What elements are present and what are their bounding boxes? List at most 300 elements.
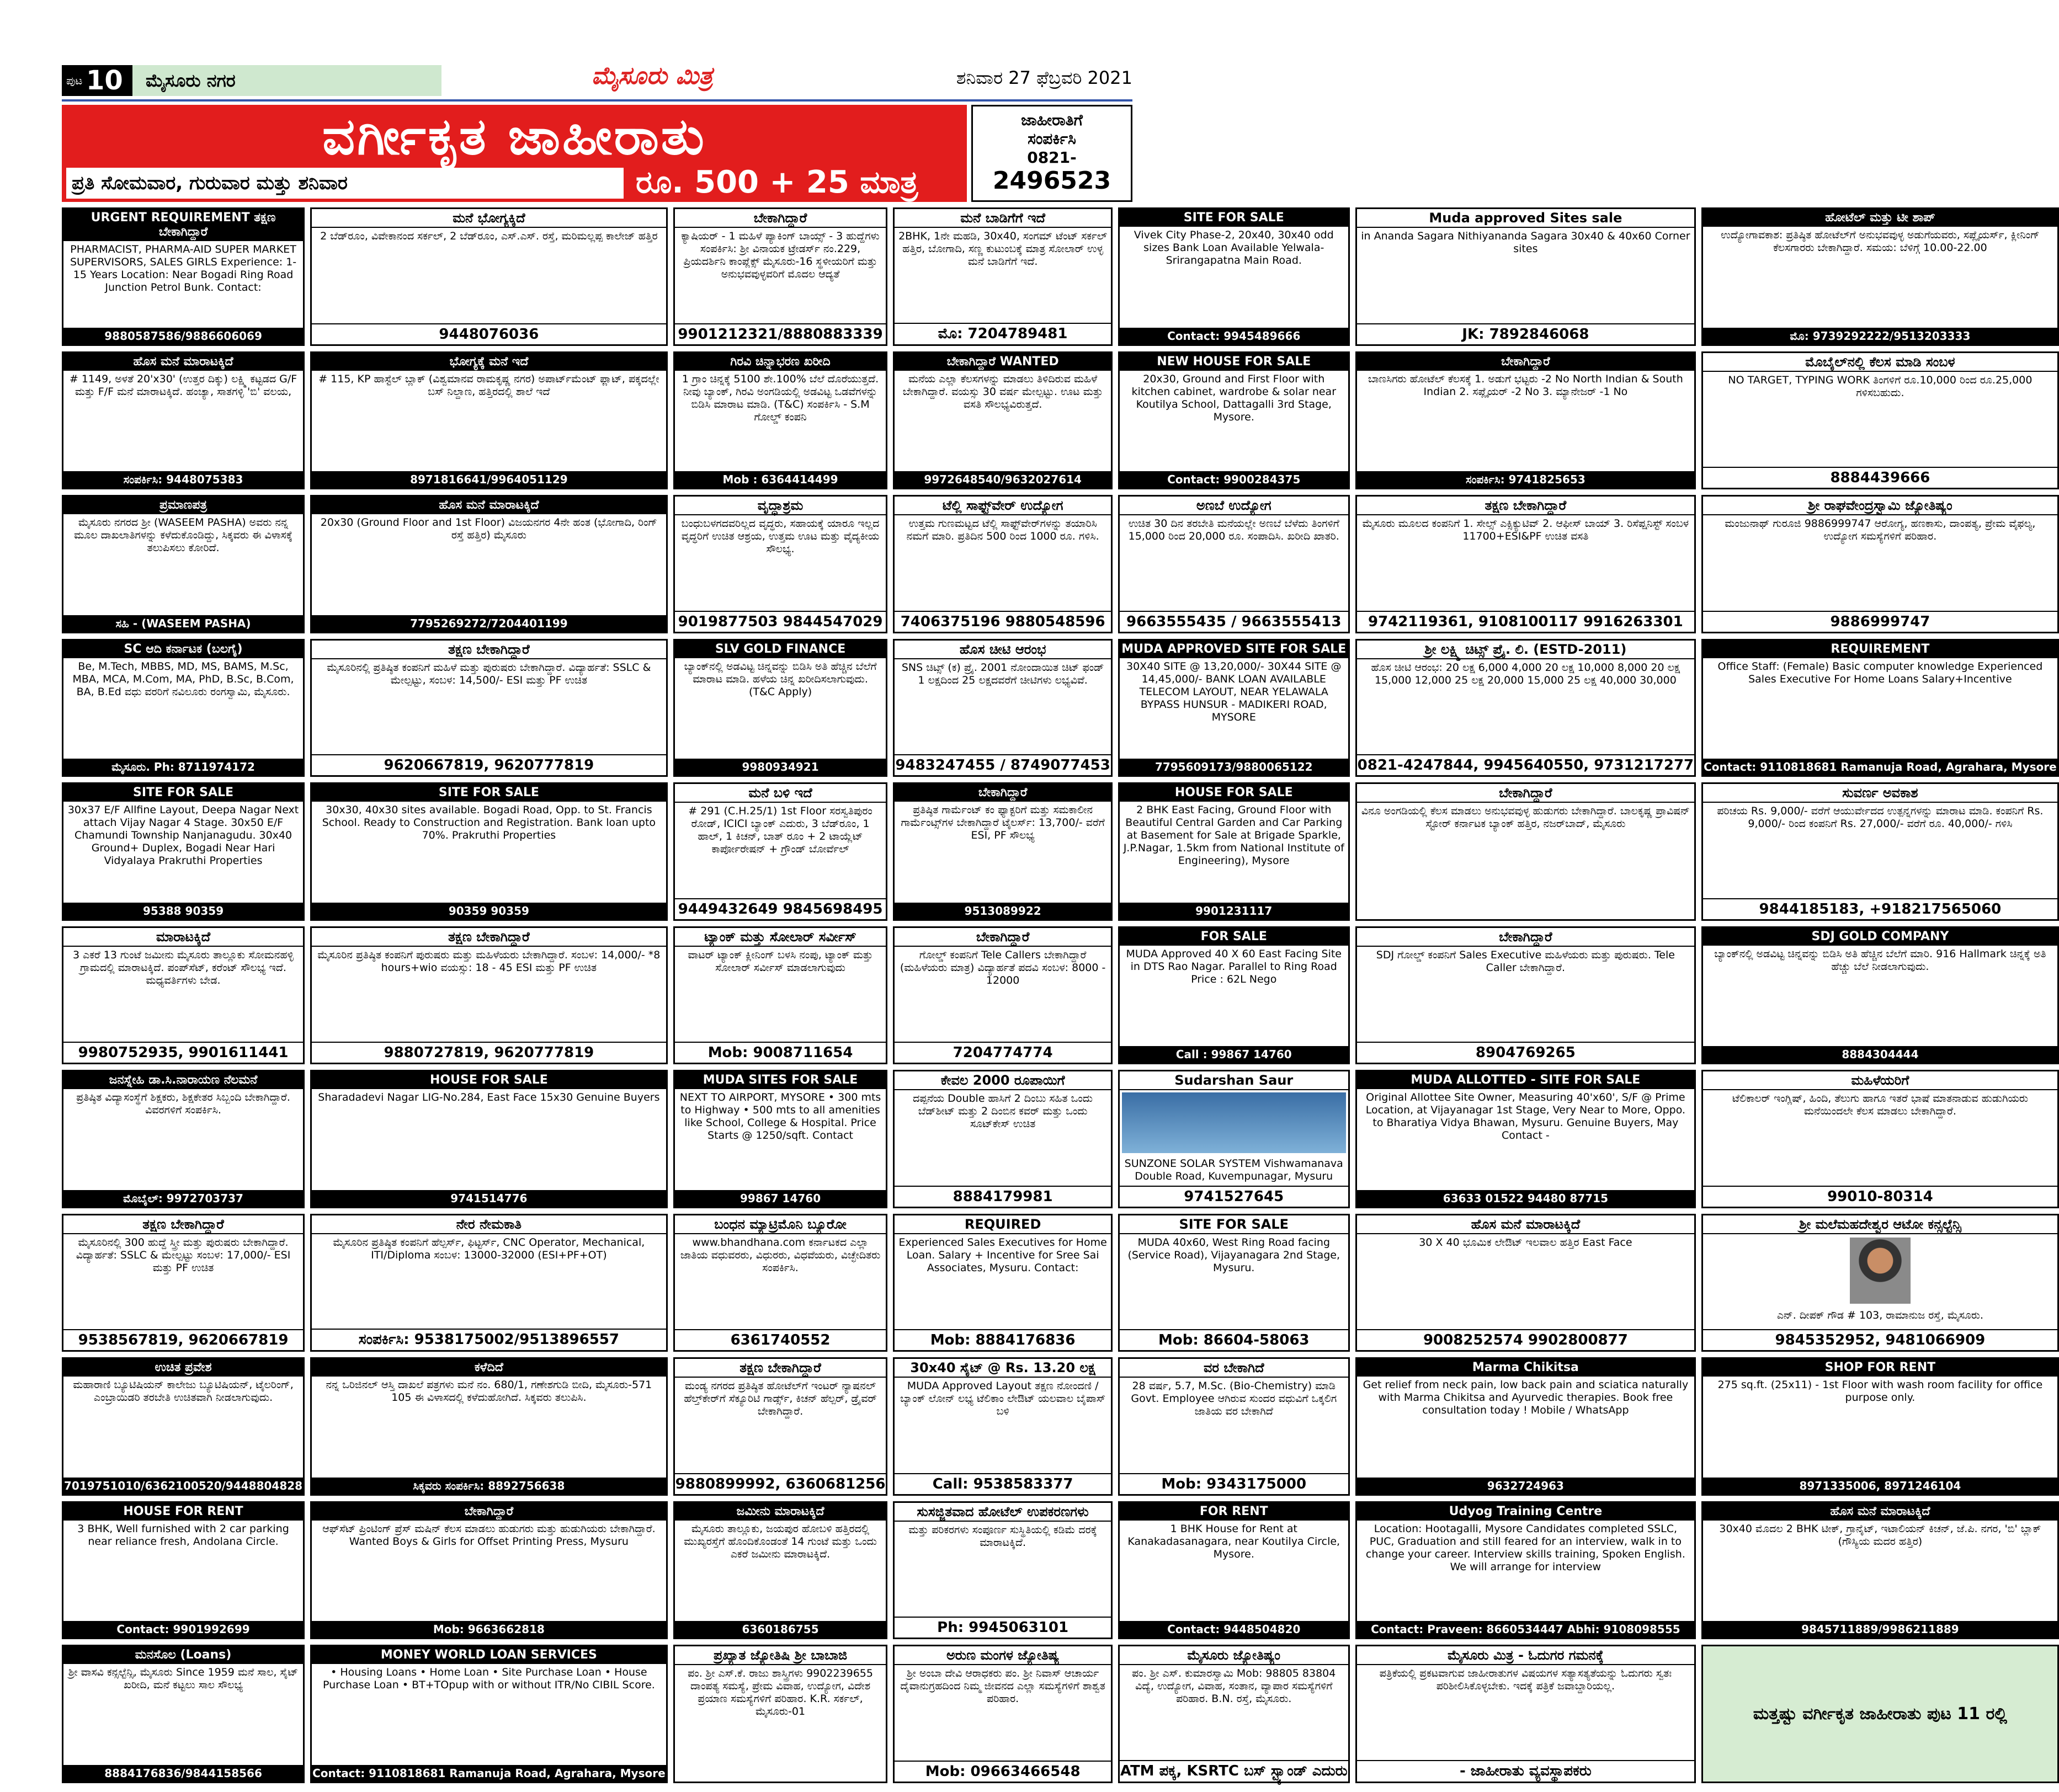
ad-body: 3 ಎಕರೆ 13 ಗುಂಟೆ ಜಮೀನು ಮೈಸೂರು ತಾಲ್ಲೂಕು ಸೋಮನಹಳ್ಳಿ ಗ್ರಾಮದಲ್ಲಿ ಮಾರಾಟಕ್ಕಿದೆ. ಪಂಪ್‌ಸೆಟ್, ಕರೆಂಟ್ ಸೌಲಭ್ಯ ಇದೆ. ಮಧ್ಯವರ್ತಿಗಳು ಬೇಡ. (73, 948, 294, 986)
classified-ad (1701, 1645, 2059, 1783)
ad-body: MUDA Approved Layout ತಕ್ಷಣ ನೋಂದಣಿ / ಬ್ಯಾಂಕ್ ಲೋನ್ ಲಭ್ಯ ಟೆಲಿಕಾಂ ಲೇಔಟ್ ಯಲವಾಲ ಬೈಪಾಸ್ ಬಳಿ (900, 1380, 1106, 1418)
classified-ad (62, 495, 305, 633)
classified-ad (310, 351, 668, 490)
ad-headline: SHOP FOR RENT (1703, 1359, 2057, 1377)
ad-body: PHARMACIST, PHARMA-AID SUPER MARKET SUPERVISORS, SALES GIRLS Experience: 1-15 Years Location: Near Bogadi Ring Road Junction Petrol Bunk. Contact: (70, 243, 297, 294)
ad-body: Get relief from neck pain, low back pain and sciatica naturally with Marma Chikitsa and Ayurvedic therapies. Book free consultation today ! Mobile / WhatsApp (1363, 1379, 1689, 1417)
ad-headline: ಶ್ರೀ ರಾಘವೇಂದ್ರಸ್ವಾಮಿ ಜ್ಯೋತಿಷ್ಯಂ (1703, 497, 2057, 515)
classified-ad (893, 351, 1112, 490)
classified-ad (1118, 926, 1350, 1065)
classified-ad (1701, 1357, 2059, 1496)
ad-body: ಮಂಡ್ಯ ನಗರದ ಪ್ರತಿಷ್ಠಿತ ಹೋಟೆಲ್‌ಗೆ ಇಂಟರ್ ನ್ಯಾಷನಲ್ ಹೆಲ್ತ್‌ಕೇರ್‌ಗೆ ಸೆಕ್ಯೂರಿಟಿ ಗಾರ್ಡ್ಸ್, ಕಿಚನ್ ಹೆಲ್ಪರ್, ಡ್ರೈವರ್ ಬೇಕಾಗಿದ್ದಾರೆ. (684, 1380, 877, 1418)
ad-phone: 9972648540/9632027614 (895, 471, 1110, 488)
ad-headline: ತಕ್ಷಣ ಬೇಕಾಗಿದ್ದಾರೆ (1357, 497, 1694, 515)
classified-ad (1701, 1214, 2059, 1352)
classified-ad (673, 351, 888, 490)
ad-headline: ಮೈಸೂರು ಮಿತ್ರ - ಓದುಗರ ಗಮನಕ್ಕೆ (1357, 1646, 1694, 1665)
classified-ad (673, 782, 888, 921)
ad-headline: ಮನೆ ಬಳಿ ಇದೆ (675, 784, 886, 803)
ad-phone: 63633 01522 94480 87715 (1357, 1190, 1694, 1207)
classified-ad (673, 1501, 888, 1640)
ad-body: ಮಂಜುನಾಥ್ ಗುರೂಜಿ 9886999747 ಆರೋಗ್ಯ, ಹಣಕಾಸು, ದಾಂಪತ್ಯ, ಪ್ರೇಮ ವೈಫಲ್ಯ, ಉದ್ಯೋಗ ಸಮಸ್ಯೆಗಳಿಗೆ ಪರಿಹಾರ. (1725, 518, 2036, 543)
ad-headline: SITE FOR SALE (1120, 209, 1348, 227)
ad-phone: Contact: Praveen: 8660534447 Abhi: 9108098555 (1357, 1621, 1694, 1638)
ad-phone: 8904769265 (1357, 1042, 1694, 1063)
classified-ad (673, 1645, 888, 1783)
ad-headline: ಬೇಕಾಗಿದ್ದಾರೆ (895, 928, 1110, 947)
ad-phone: 99867 14760 (675, 1190, 886, 1207)
classified-ad (673, 207, 888, 346)
ad-headline: ಟೆಲ್ಲಿ ಸಾಫ್ಟ್‌ವೇರ್ ಉದ್ಯೋಗ (895, 497, 1110, 515)
ad-headline: ಕಳೆದಿದೆ (312, 1359, 666, 1377)
classified-ad (1118, 1357, 1350, 1496)
ad-headline: ಗಿರವಿ ಚಿನ್ನಾಭರಣ ಖರೀದಿ (675, 353, 886, 371)
ad-phone: ಸಿಕ್ಕವರು ಸಂಪರ್ಕಿಸಿ: 8892756638 (312, 1478, 666, 1494)
classified-ad (673, 926, 888, 1065)
classified-ad (62, 1645, 305, 1783)
ad-body: ಪ್ರತಿಷ್ಠಿತ ವಿದ್ಯಾಸಂಸ್ಥೆಗೆ ಶಿಕ್ಷಕರು, ಶಿಕ್ಷಕೇತರ ಸಿಬ್ಬಂದಿ ಬೇಕಾಗಿದ್ದಾರೆ. ವಿವರಗಳಿಗೆ ಸಂಪರ್ಕಿಸಿ. (76, 1091, 290, 1117)
ad-headline: Muda approved Sites sale (1357, 209, 1694, 228)
contact-phone: 2496523 (992, 167, 1111, 195)
ad-headline: ಪ್ರಮಾಣಪತ್ರ (63, 497, 303, 514)
solar-heater-image (1122, 1092, 1346, 1153)
ad-body: ಮತ್ತಷ್ಟು ವರ್ಗೀಕೃತ ಜಾಹೀರಾತು ಪುಟ 11 ರಲ್ಲಿ (1753, 1704, 2008, 1724)
classified-ad (893, 1357, 1112, 1496)
ad-phone: ATM ಪಕ್ಕ, KSRTC ಬಸ್ ಸ್ಟ್ಯಾಂಡ್ ಎದುರು (1120, 1760, 1348, 1782)
ad-headline: ಬೇಕಾಗಿದ್ದಾರೆ (1357, 928, 1694, 947)
ad-phone: 9632724963 (1357, 1478, 1694, 1494)
ad-headline: MUDA APPROVED SITE FOR SALE (1120, 641, 1348, 658)
ad-headline: SC ಆದಿ ಕರ್ನಾಟಕ (ಬಲಗೈ) (63, 641, 303, 658)
ad-headline: SITE FOR SALE (1120, 1215, 1348, 1234)
classified-ad (1701, 639, 2059, 777)
ad-headline: ಬೇಕಾಗಿದ್ದಾರೆ (1357, 353, 1694, 371)
ad-phone: Call : 99867 14760 (1120, 1046, 1348, 1063)
ad-body: 3 BHK, Well furnished with 2 car parking near reliance fresh, Andolana Circle. (77, 1522, 289, 1548)
ad-body: 2BHK, 1ನೇ ಮಹಡಿ, 30x40, ಸಂಗಮ್ ಟೆಂಟ್ ಸರ್ಕಲ್ ಹತ್ತಿರ, ಬೋಗಾದಿ, ಸಣ್ಣ ಕುಟುಂಬಕ್ಕೆ ಮಾತ್ರ ಸೋಲಾರ್ ಉಳ್ಳ ಮನೆ ಬಾಡಿಗೆಗೆ ಇದೆ. (898, 230, 1108, 268)
ad-headline: ಉಚಿತ ಪ್ರವೇಶ (63, 1359, 303, 1377)
ad-headline: ಜಮೀನು ಮಾರಾಟಕ್ಕಿದೆ (675, 1503, 886, 1521)
ad-phone: Contact: 9110818681 Ramanuja Road, Agrahara, Mysore (312, 1765, 666, 1782)
classified-ad (1118, 782, 1350, 921)
ad-phone: Mob: 9343175000 (1120, 1473, 1348, 1494)
ad-body: 1 ಗ್ರಾಂ ಚಿನ್ನಕ್ಕೆ 5100 ಶೇ.100% ಬೆಲೆ ದೊರೆಯುತ್ತದೆ. ನೀವು ಬ್ಯಾಂಕ್, ಗಿರವಿ ಅಂಗಡಿಯಲ್ಲಿ ಅಡವಿಟ್ಟ ಒಡವೆಗಳನ್ನು ಬಿಡಿಸಿ ಮಾರಾಟ ಮಾಡಿ. (T&C) ಸಂಪರ್ಕಿಸಿ - S.M ಗೋಲ್ಡ್ ಕಂಪನಿ (682, 372, 879, 423)
ad-phone: Ph: 9945063101 (895, 1617, 1110, 1638)
ad-headline: ಮಹಿಳೆಯರಿಗೆ (1703, 1071, 2057, 1090)
ad-body: ಪರಿಚಯ Rs. 9,000/- ವರೆಗೆ ಆಯುರ್ವೇದದ ಉತ್ಪನ್ನಗಳನ್ನು ಮಾರಾಟ ಮಾಡಿ. ಕಂಪನಿಗೆ Rs. 9,000/- ರಿಂದ ಕಂಪನಿಗೆ Rs. 27,000/- ವರೆಗೆ ರೂ. 40,000/- ಗಳಿಸಿ (1717, 805, 2044, 830)
classified-ad (1355, 639, 1696, 777)
ad-headline: ಮನಸೊಲ (Loans) (63, 1646, 303, 1664)
ad-headline: ಶ್ರೀ ಮಲೆಮಹದೇಶ್ವರ ಆಟೋ ಕನ್ಸಲ್ಟೆನ್ಸಿ (1703, 1215, 2057, 1234)
ad-headline: MUDA SITES FOR SALE (675, 1071, 886, 1089)
ad-phone: 9980752935, 9901611441 (63, 1042, 303, 1063)
ad-body: ಉತ್ತಮ ಗುಣಮಟ್ಟದ ಟೆಲ್ಲಿ ಸಾಫ್ಟ್‌ವೇರ್‌ಗಳನ್ನು ತಯಾರಿಸಿ ನಮಗೆ ಮಾರಿ. ಪ್ರತಿದಿನ 500 ರಿಂದ 1000 ರೂ. ಗಳಿಸಿ. (906, 518, 1099, 543)
ad-body: ಪತ್ರಿಕೆಯಲ್ಲಿ ಪ್ರಕಟವಾಗುವ ಜಾಹೀರಾತುಗಳ ವಿಷಯಗಳ ಸತ್ಯಾಸತ್ಯತೆಯನ್ನು ಓದುಗರು ಸ್ವತಃ ಪರಿಶೀಲಿಸಿಕೊಳ್ಳಬೇಕು. ಇದಕ್ಕೆ ಪತ್ರಿಕೆ ಜವಾಬ್ದಾರಿಯಲ್ಲ. (1379, 1667, 1672, 1693)
ad-body: ಗೋಲ್ಡ್ ಕಂಪನಿಗೆ Tele Callers ಬೇಕಾಗಿದ್ದಾರೆ (ಮಹಿಳೆಯರು ಮಾತ್ರ) ವಿದ್ಯಾರ್ಹತೆ ಪದವಿ ಸಂಬಳ: 8000 - 12000 (900, 948, 1106, 986)
classified-ad (62, 1357, 305, 1496)
ad-phone: 8884179981 (895, 1186, 1110, 1207)
classifieds-banner (62, 105, 967, 202)
ad-body: Be, M.Tech, MBBS, MD, MS, BAMS, M.Sc, MBA, MCA, M.Com, MA, PhD, B.Sc, B.Com, BA, B.Ed ವಧು ವರರಿಗೆ ನವಿಲೂರು ರಂಗಸ್ವಾಮಿ, ಮೈಸೂರು. (72, 660, 294, 698)
ad-headline: 30x40 ಸೈಟ್ @ Rs. 13.20 ಲಕ್ಷ (895, 1359, 1110, 1378)
contact-line-3: 0821- (1027, 148, 1077, 167)
ad-body: ವಾಟರ್ ಟ್ಯಾಂಕ್ ಕ್ಲೀನಿಂಗ್ ಬಳಸಿ ನಂಪು, ಟ್ಯಾಂಕ್ ಮತ್ತು ಸೋಲಾರ್ ಸರ್ವೀಸ್ ಮಾಡಲಾಗುವುದು (688, 948, 873, 974)
ad-body: NO TARGET, TYPING WORK ತಿಂಗಳಿಗೆ ರೂ.10,000 ರಿಂದ ರೂ.25,000 ಗಳಿಸಬಹುದು. (1728, 374, 2033, 399)
ad-phone: ಸಂಪರ್ಕಿಸಿ: 9538175002/9513896557 (312, 1329, 666, 1350)
ad-phone: Mob: 8884176836 (895, 1329, 1110, 1350)
ad-body: ಮಹಾರಾಣಿ ಬ್ಯೂಟಿಷಿಯನ್ ಕಾಲೇಜು ಬ್ಯೂಟಿಷಿಯನ್, ಟೈಲರಿಂಗ್, ಎಂಬ್ರಾಯಿಡರಿ ತರಬೇತಿ ಉಚಿತವಾಗಿ ನೀಡಲಾಗುವುದು. (73, 1379, 294, 1404)
ad-body: ಬಾಣಸಿಗರು ಹೋಟೆಲ್ ಕೆಲಸಕ್ಕೆ 1. ಅಡುಗೆ ಭಟ್ಟರು -2 No North Indian & South Indian 2. ಸಪ್ಲೈಯರ್ -2 No 3. ಮ್ಯಾನೇಜರ್ -1 No (1368, 372, 1683, 398)
ad-headline: ತಕ್ಷಣ ಬೇಕಾಗಿದ್ದಾರೆ (63, 1215, 303, 1234)
ad-phone: 8884439666 (1703, 467, 2057, 488)
ad-phone: ಮೊಬೈಲ್: 9972703737 (63, 1190, 303, 1207)
ad-phone: Mob: 9663662818 (312, 1621, 666, 1638)
classified-ad (1355, 1070, 1696, 1208)
ad-phone: ಮೊ: 7204789481 (895, 323, 1110, 344)
ad-phone: 9886999747 (1703, 611, 2057, 632)
ad-phone: ಮೈಸೂರು. Ph: 8711974172 (63, 759, 303, 775)
ad-phone: 9880899992, 6360681256 (675, 1473, 886, 1494)
ad-phone: 9845711889/9986211889 (1703, 1621, 2057, 1638)
ad-headline: ಹೊಸ ಮನೆ ಮಾರಾಟಕ್ಕಿದೆ (312, 497, 666, 514)
ad-body: 30x30, 40x30 sites available. Bogadi Road, Opp. to St. Francis School. Ready to Construction and Registration. Bank loan upto 70%. Prakruthi Properties (322, 804, 656, 842)
ad-body: ಮೈಸೂರು ಮೂಲದ ಕಂಪನಿಗೆ 1. ಸೇಲ್ಸ್ ಎಕ್ಸಿಕ್ಯುಟಿವ್ 2. ಆಫೀಸ್ ಬಾಯ್ 3. ರಿಸೆಪ್ಷನಿಸ್ಟ್ ಸಂಬಳ 11700+ESI&PF ಉಚಿತ ವಸತಿ (1362, 518, 1689, 543)
ad-headline: ಕೇವಲ 2000 ರೂಪಾಯಿಗೆ (895, 1071, 1110, 1090)
ad-body: 28 ವರ್ಷ, 5.7, M.Sc. (Bio-Chemistry) ಮಾಡಿ Govt. Employee ಆಗಿರುವ ಸುಂದರ ವಧುವಿಗೆ ಒಕ್ಕಲಿಗ ಜಾತಿಯ ವರ ಬೇಕಾಗಿದೆ (1131, 1380, 1337, 1418)
ad-headline: ತಕ್ಷಣ ಬೇಕಾಗಿದ್ದಾರೆ (312, 928, 666, 947)
contact-line-2: ಸಂಪರ್ಕಿಸಿ (1028, 130, 1076, 148)
ad-headline: REQUIREMENT (1703, 641, 2057, 658)
ad-body: 2 ಬೆಡ್‌ರೂಂ, ವಿವೇಕಾನಂದ ಸರ್ಕಲ್, 2 ಬೆಡ್‌ರೂಂ, ಎಸ್.ಎಸ್. ರಸ್ತೆ, ಮರಿಮಲ್ಲಪ್ಪ ಕಾಲೇಜ್ ಹತ್ತಿರ (320, 230, 658, 242)
ad-phone: 7795269272/7204401199 (312, 615, 666, 632)
ad-headline: NEW HOUSE FOR SALE (1120, 353, 1348, 371)
ad-phone: 9741514776 (312, 1190, 666, 1207)
ad-body: # 115, KP ಹಾಸ್ಟೆಲ್ ಬ್ಲಾಕ್ (ವಿಶ್ವಮಾನವ ರಾಮಕೃಷ್ಣ ನಗರ) ಅಪಾರ್ಟ್‌ಮೆಂಟ್ ಫ್ಲಾಟ್, ಪಕ್ಕದಲ್ಲೇ ಬಸ್ ನಿಲ್ದಾಣ, ಹತ್ತಿರದಲ್ಲಿ ಶಾಲೆ ಇದೆ (318, 372, 659, 398)
ad-phone: 9880587586/9886606069 (63, 328, 303, 344)
classified-ad (1701, 1501, 2059, 1640)
ad-body: # 1149, ಅಳತೆ 20'x30' (ಉತ್ತರ ದಿಕ್ಕು) ಲಕ್ಷ್ಮಿ ಕಟ್ಟಡದ G/F ಮತ್ತು F/F ಮನೆ ಮಾರಾಟಕ್ಕಿದೆ. ಹಂಚ್ಯಾ, ಸಾತಗಳ್ಳಿ 'ಬಿ' ವಲಯ, (69, 372, 297, 398)
classified-ad (1355, 1357, 1696, 1496)
ad-body: ಬ್ಯಾಂಕ್‌ನಲ್ಲಿ ಅಡವಿಟ್ಟ ಚಿನ್ನವನ್ನು ಬಿಡಿಸಿ ಅತಿ ಹೆಚ್ಚಿನ ಬೆಲೆಗೆ ಮಾರಾಟ ಮಾಡಿ. ಹಳೆಯ ಚಿನ್ನ ಖರೀದಿಸಲಾಗುವುದು. (T&C Apply) (684, 660, 877, 698)
classified-ad (1118, 207, 1350, 346)
ad-body: MUDA 40x60, West Ring Road facing (Service Road), Vijayanagara 2nd Stage, Mysuru. (1127, 1236, 1340, 1274)
ad-body: ಮೈಸೂರು ನಗರದ ಶ್ರೀ (WASEEM PASHA) ಅವರು ನನ್ನ ಮೂಲ ದಾಖಲಾತಿಗಳನ್ನು ಕಳೆದುಕೊಂಡಿದ್ದು, ಸಿಕ್ಕವರು ಈ ವಿಳಾಸಕ್ಕೆ ತಲುಪಿಸಲು ಕೋರಿದೆ. (74, 516, 293, 554)
ad-body: ಮತ್ತು ಪರಿಕರಗಳು ಸಂಪೂರ್ಣ ಸುಸ್ಥಿತಿಯಲ್ಲಿ ಕಡಿಮೆ ದರಕ್ಕೆ ಮಾರಾಟಕ್ಕಿದೆ. (908, 1523, 1097, 1549)
ad-body: 20x30 (Ground Floor and 1st Floor) ವಿಜಯನಗರ 4ನೇ ಹಂತ (ಭೋಗಾದಿ, ರಿಂಗ್ ರಸ್ತೆ ಹತ್ತಿರ) ಮೈಸೂರು (320, 516, 657, 542)
ad-body: ನನ್ನ ಒರಿಜಿನಲ್ ಆಸ್ತಿ ದಾಖಲೆ ಪತ್ರಗಳು ಮನೆ ನಂ. 680/1, ಗಣೇಶಗುಡಿ ಬೀದಿ, ಮೈಸೂರು-571 105 ಈ ವಿಳಾಸದಲ್ಲಿ ಕಳೆದುಹೋಗಿದೆ. ಸಿಕ್ಕವರು ತಲುಪಿಸಿ. (326, 1379, 652, 1404)
ad-body: ಬ್ಯಾಂಕ್‌ನಲ್ಲಿ ಅಡವಿಟ್ಟ ಚಿನ್ನವನ್ನು ಬಿಡಿಸಿ ಅತಿ ಹೆಚ್ಚಿನ ಬೆಲೆಗೆ ಮಾರಿ. 916 Hallmark ಚಿನ್ನಕ್ಕೆ ಅತಿ ಹೆಚ್ಚು ಬೆಲೆ ನೀಡಲಾಗುವುದು. (1714, 947, 2046, 973)
classified-ad (1118, 639, 1350, 777)
ad-headline: REQUIRED (895, 1215, 1110, 1234)
contact-line-1: ಜಾಹೀರಾತಿಗೆ (1021, 111, 1083, 129)
ad-body: 30X40 SITE @ 13,20,000/- 30X44 SITE @ 14,45,000/- BANK LOAN AVAILABLE TELECOM LAYOUT, NEAR YELAWALA BYPASS HUNSUR - MADIKERI ROAD, MYSORE (1126, 660, 1342, 723)
ad-body: ಟೆಲಿಕಾಲರ್ ಇಂಗ್ಲಿಷ್, ಹಿಂದಿ, ತೆಲುಗು ಹಾಗೂ ಇತರೆ ಭಾಷೆ ಮಾತನಾಡುವ ಹುಡುಗಿಯರು ಮನೆಯಿಂದಲೇ ಕೆಲಸ ಮಾಡಲು ಬೇಕಾಗಿದ್ದಾರೆ. (1732, 1092, 2028, 1118)
ad-body: Experienced Sales Executives for Home Loan. Salary + Incentive for Sree Sai Associates, Mysuru. Contact: (898, 1236, 1107, 1274)
classified-ad (310, 1070, 668, 1208)
ad-phone: Call: 9538583377 (895, 1473, 1110, 1494)
ad-phone: 95388 90359 (63, 903, 303, 919)
ad-phone: ಸಂಪರ್ಕಿಸಿ: 9448075383 (63, 471, 303, 488)
ad-headline: ಟ್ಯಾಂಕ್ ಮತ್ತು ಸೋಲಾರ್ ಸರ್ವೀಸ್ (675, 928, 886, 947)
page-number-badge (62, 65, 132, 96)
ad-phone: 7795609173/9880065122 (1120, 759, 1348, 775)
ad-headline: ಅರುಣ ಮಂಗಳ ಜ್ಯೋತಿಷ್ಯ (895, 1646, 1110, 1665)
ad-body: www.bhandhana.com ಕರ್ನಾಟಕದ ಎಲ್ಲಾ ಜಾತಿಯ ವಧುವರರು, ವಿಧುರರು, ವಿಧವೆಯರು, ವಿಚ್ಛೇದಿತರು ಸಂಪರ್ಕಿಸಿ. (680, 1236, 881, 1274)
ad-body: MUDA Approved 40 X 60 East Facing Site in DTS Rao Nagar. Parallel to Ring Road Price : 62L Nego (1126, 947, 1342, 985)
ad-body: ಮೈಸೂರು ತಾಲ್ಲೂಕು, ಜಯಪುರ ಹೋಬಳಿ ಹತ್ತಿರದಲ್ಲಿ ಮುಖ್ಯರಸ್ತೆಗೆ ಹೊಂದಿಕೊಂಡಂತೆ 14 ಗುಂಟೆ ಮತ್ತು ಒಂದು ಎಕರೆ ಜಮೀನು ಮಾರಾಟಕ್ಕಿದೆ. (684, 1522, 877, 1560)
ad-body: Location: Hootagalli, Mysore Candidates completed SSLC, PUC, Graduation and still feared for an interview, walk in to change your career. Interview skills training, Spoken English. We will arrange for interview (1365, 1522, 1685, 1573)
ad-phone: 99010-80314 (1703, 1186, 2057, 1207)
classified-ad (893, 495, 1112, 633)
classified-ad (62, 207, 305, 346)
classified-ad (62, 351, 305, 490)
ad-headline: ಬಂಧನ ಮ್ಯಾಟ್ರಿಮೊನಿ ಬ್ಯೂರೋ (675, 1215, 886, 1234)
ad-body: 275 sq.ft. (25x11) - 1st Floor with wash room facility for office purpose only. (1717, 1379, 2043, 1404)
ad-phone: Mob : 6364414499 (675, 471, 886, 488)
classified-ad (1701, 207, 2059, 346)
ad-phone: 9538567819, 9620667819 (63, 1329, 303, 1350)
classified-ad (673, 1070, 888, 1208)
ad-headline: ಬೇಕಾಗಿದ್ದಾರೆ WANTED (895, 353, 1110, 371)
classified-ad (1355, 351, 1696, 490)
ad-body: ಶ್ರೀ ಅಂಬಾ ದೇವಿ ಆರಾಧಕರು ಪಂ. ಶ್ರೀ ನಿವಾಸ್ ಆಚಾರ್ಯ ದೈವಾನುಗ್ರಹದಿಂದ ನಿಮ್ಮ ಜೀವನದ ಎಲ್ಲಾ ಸಮಸ್ಯೆಗಳಿಗೆ ಶಾಶ್ವತ ಪರಿಹಾರ. (900, 1667, 1105, 1705)
ad-phone: 8971816641/9964051129 (312, 471, 666, 488)
ad-body: ಉದ್ಯೋಗಾವಕಾಶ: ಪ್ರತಿಷ್ಠಿತ ಹೋಟೆಲ್‌ಗೆ ಅನುಭವವುಳ್ಳ ಅಡುಗೆಯವರು, ಸಪ್ಲೈಯರ್ಸ್, ಕ್ಲೀನಿಂಗ್ ಕೆಲಸಗಾರರು ಬೇಕಾಗಿದ್ದಾರೆ. ಸಮಯ: ಬೆಳಿಗ್ಗೆ 10.00-22.00 (1721, 229, 2040, 254)
ad-headline: ಮಾರಾಟಕ್ಕಿದೆ (63, 928, 303, 947)
classified-ad (673, 639, 888, 777)
ad-phone: Contact: 9110818681 Ramanuja Road, Agrahara, Mysore (1703, 759, 2057, 775)
classified-ad (1118, 495, 1350, 633)
classified-ad (62, 1070, 305, 1208)
classified-ad (893, 782, 1112, 921)
classified-ad (62, 782, 305, 921)
ad-headline: ಬೇಕಾಗಿದ್ದಾರೆ (312, 1503, 666, 1521)
ad-headline: ಬೇಕಾಗಿದ್ದಾರೆ (1357, 784, 1694, 803)
ad-headline: ಹೊಸ ಮನೆ ಮಾರಾಟಕ್ಕಿದೆ (1703, 1503, 2057, 1521)
ad-headline: Udyog Training Centre (1357, 1503, 1694, 1521)
ad-phone: 8971335006, 8971246104 (1703, 1478, 2057, 1494)
classified-ad (1118, 351, 1350, 490)
ad-headline: ತಕ್ಷಣ ಬೇಕಾಗಿದ್ದಾರೆ (675, 1359, 886, 1378)
ad-phone: 9483247455 / 8749077453 (895, 754, 1110, 775)
classified-ad (62, 1214, 305, 1352)
ad-phone: Contact: 9900284375 (1120, 471, 1348, 488)
ad-headline: Sudarshan Saur (1120, 1071, 1348, 1090)
classified-ad (1118, 1645, 1350, 1783)
ad-phone: ಮೊ: 9739292222/9513203333 (1703, 328, 2057, 344)
ad-headline: HOUSE FOR RENT (63, 1503, 303, 1521)
classified-ad (1701, 926, 2059, 1065)
classified-ad (1118, 1214, 1350, 1352)
ad-headline: ತಕ್ಷಣ ಬೇಕಾಗಿದ್ದಾರೆ (312, 641, 666, 659)
classified-ad (62, 639, 305, 777)
ad-phone: 6361740552 (675, 1329, 886, 1350)
ad-phone: Mob: 9008711654 (675, 1042, 886, 1063)
ad-phone: 7019751010/6362100520/9448804828 (63, 1478, 303, 1494)
ad-headline: ಅಣಬೆ ಉದ್ಯೋಗ (1120, 497, 1348, 515)
ad-phone: 0821-4247844, 9945640550, 9731217277 (1357, 754, 1694, 775)
classified-ad (673, 1214, 888, 1352)
ad-body: NEXT TO AIRPORT, MYSORE • 300 mts to Highway • 500 mts to all amenities like School, College & Hospital. Price Starts @ 1250/sqft. Contact (679, 1091, 881, 1142)
ad-headline: Marma Chikitsa (1357, 1359, 1694, 1377)
ad-phone: Contact: 9901992699 (63, 1621, 303, 1638)
classified-ad (1355, 1645, 1696, 1783)
ad-phone: Contact: 9945489666 (1120, 328, 1348, 344)
classified-ad (310, 207, 668, 346)
ad-body: in Ananda Sagara Nithiyananda Sagara 30x40 & 40x60 Corner sites (1361, 230, 1690, 255)
ad-body: ಮೈಸೂರಿನ ಪ್ರತಿಷ್ಠಿತ ಕಂಪನಿಗೆ ಹೆಲ್ಪರ್ಸ್, ಫಿಟ್ಟರ್ಸ್, CNC Operator, Mechanical, ITI/Diploma ಸಂಬಳ: 13000-32000 (ESI+PF+OT) (333, 1236, 645, 1261)
ad-headline: URGENT REQUIREMENT ತಕ್ಷಣ ಬೇಕಾಗಿದ್ದಾರೆ (63, 209, 303, 241)
ad-body: Vivek City Phase-2, 20x40, 30x40 odd sizes Bank Loan Available Yelwala-Srirangapatna Main Road. (1134, 229, 1334, 266)
ad-headline: ಹೊಸ ಚೀಟಿ ಆರಂಭ (895, 641, 1110, 659)
ad-phone: 9845352952, 9481066909 (1703, 1329, 2057, 1350)
classified-ad (310, 1645, 668, 1783)
ad-headline: ಮನೆ ಬಾಡಿಗೆಗೆ ಇದೆ (895, 209, 1110, 228)
ad-body: ಮೈಸೂರಿನಲ್ಲಿ ಪ್ರತಿಷ್ಠಿತ ಕಂಪನಿಗೆ ಮಹಿಳೆ ಮತ್ತು ಪುರುಷರು ಬೇಕಾಗಿದ್ದಾರೆ. ವಿದ್ಯಾರ್ಹತೆ: SSLC & ಮೇಲ್ಪಟ್ಟು, ಸಂಬಳ: 14,500/- ESI ಮತ್ತು PF ಉಚಿತ (327, 661, 651, 686)
masthead-logo: ಮೈಸೂರು ಮಿತ್ರ (592, 62, 713, 90)
ad-headline: ಸುಸಜ್ಜಿತವಾದ ಹೋಟೆಲ್ ಉಪಕರಣಗಳು (895, 1503, 1110, 1522)
classified-ad (1355, 207, 1696, 346)
ad-body: 30x40 ಮೊದಲ 2 BHK ಟೀಕ್, ಗ್ರಾನೈಟ್, ಇಟಾಲಿಯನ್ ಕಿಚನ್, ಜೆ.ಪಿ. ನಗರ, 'ಬಿ' ಬ್ಲಾಕ್ (ಗೌಸ್ಯಿಯ ಮದರ ಹತ್ತಿರ) (1719, 1522, 2041, 1548)
ad-headline: ಪ್ರಖ್ಯಾತ ಜ್ಯೋತಿಷಿ ಶ್ರೀ ಬಾಬಾಜಿ (675, 1646, 886, 1665)
classified-ad (1355, 782, 1696, 921)
classified-ad (893, 1070, 1112, 1208)
classified-ad (1355, 495, 1696, 633)
section-name: ಮೈಸೂರು ನಗರ (132, 65, 441, 96)
ad-phone: 9620667819, 9620777819 (312, 754, 666, 775)
ad-headline: ಹೊಸ ಮನೆ ಮಾರಾಟಕ್ಕಿದೆ (1357, 1215, 1694, 1234)
issue-date: ಶನಿವಾರ 27 ಫೆಬ್ರವರಿ 2021 (956, 67, 1132, 88)
banner-title: ವರ್ಗೀಕೃತ ಜಾಹೀರಾತು (322, 107, 706, 166)
ad-phone: Mob: 09663466548 (895, 1761, 1110, 1782)
ad-phone: - ಜಾಹೀರಾತು ವ್ಯವಸ್ಥಾಪಕರು (1357, 1760, 1694, 1782)
ad-headline: ಮೊಬೈಲ್‌ನಲ್ಲಿ ಕೆಲಸ ಮಾಡಿ ಸಂಬಳ (1703, 353, 2057, 372)
classified-ad (673, 495, 888, 633)
ad-body: • Housing Loans • Home Loan • Site Purchase Loan • House Purchase Loan • BT+TOpup with or without ITR/No CIBIL Score. (322, 1666, 655, 1692)
ad-body: Original Allottee Site Owner, Measuring 40'x60', S/F @ Prime Location, at Vijayanagar 1st Stage, Very Near to More, Oppo. to Bharatiya Vidya Bhawan, Mysuru. Genuine Buyers, May Contact - (1365, 1091, 1686, 1142)
classified-ad (310, 1214, 668, 1352)
ad-body: SDJ ಗೋಲ್ಡ್ ಕಂಪನಿಗೆ Sales Executive ಮಹಿಳೆಯರು ಮತ್ತು ಪುರುಷರು. Tele Caller ಬೇಕಾಗಿದ್ದಾರೆ. (1376, 948, 1675, 974)
ad-body: 2 BHK East Facing, Ground Floor with Beautiful Central Garden and Car Parking at Basement for Sale at Brigade Sparkle, J.P.Nagar, 1.5km from National Institute of Engineering), Mysore (1123, 804, 1344, 867)
ad-body: Sharadadevi Nagar LIG-No.284, East Face 15x30 Genuine Buyers (318, 1091, 660, 1104)
classified-ad (893, 1214, 1112, 1352)
advertiser-photo (1850, 1238, 1911, 1304)
ad-phone: 90359 90359 (312, 903, 666, 919)
ad-body: ಮೈಸೂರಿನ ಪ್ರತಿಷ್ಠಿತ ಕಂಪನಿಗೆ ಪುರುಷರು ಮತ್ತು ಮಹಿಳೆಯರು ಬೇಕಾಗಿದ್ದಾರೆ. ಸಂಬಳ: 14,000/- *8 hours+wio ವಯಸ್ಸು: 18 - 45 ESI ಮತ್ತು PF ಉಚಿತ (317, 948, 661, 974)
ad-phone: 9019877503 9844547029 (675, 611, 886, 632)
ad-body: 20x30, Ground and First Floor with kitchen cabinet, wardrobe & solar near Koutilya School, Dattagalli 3rd Stage, Mysore. (1131, 372, 1337, 423)
ad-phone: JK: 7892846068 (1357, 323, 1694, 344)
classified-ad (1355, 1501, 1696, 1640)
classified-ad (893, 1501, 1112, 1640)
ad-body: ಹೊಸ ಚೀಟಿ ಆರಂಭ: 20 ಲಕ್ಷ 6,000 4,000 20 ಲಕ್ಷ 10,000 8,000 20 ಲಕ್ಷ 15,000 12,000 25 ಲಕ್ಷ 20,000 15,000 25 ಲಕ್ಷ 40,000 30,000 (1371, 661, 1680, 686)
ad-body: ಕ್ಯಾಷಿಯರ್ - 1 ಮಹಿಳೆ ಪ್ಯಾಕಿಂಗ್ ಬಾಯ್ಸ್ - 3 ಹುದ್ದೆಗಳು ಸಂಪರ್ಕಿಸಿ: ಶ್ರೀ ವಿನಾಯಕ ಟ್ರೇಡರ್ಸ್ ನಂ.229, ಪ್ರಿಯದರ್ಶಿನಿ ಕಾಂಪ್ಲೆಕ್ಸ್ ಮೈಸೂರು-16 ಸ್ಥಳೀಯರಿಗೆ ಮತ್ತು ಅನುಭವವುಳ್ಳವರಿಗೆ ಮೊದಲ ಆದ್ಯತೆ (681, 230, 880, 280)
ad-phone: 9741527645 (1120, 1186, 1348, 1207)
classified-ad (62, 1501, 305, 1640)
ad-phone: 9901231117 (1120, 903, 1348, 919)
classified-ad (310, 1501, 668, 1640)
ad-body: # 291 (C.H.25/1) 1st Floor ಸರಸ್ವತಿಪುರಂ ರೋಡ್, ICICI ಬ್ಯಾಂಕ್ ಎದುರು, 3 ಬೆಡ್‌ರೂಂ, 1 ಹಾಲ್, 1 ಕಿಚನ್, ಬಾತ್ ರೂಂ + 2 ಟಾಯ್ಲೆಟ್ ಕಾರ್ಪೋರೇಷನ್ + ಗ್ರೌಂಡ್ ಬೋರ್ವೆಲ್ (688, 805, 872, 856)
classified-ad (1701, 495, 2059, 633)
ad-headline: ಬೇಕಾಗಿದ್ದಾರೆ (895, 784, 1110, 802)
classified-ad (893, 207, 1112, 346)
ad-headline: MUDA ALLOTTED - SITE FOR SALE (1357, 1071, 1694, 1089)
ad-headline: ಭೋಗ್ಯಕ್ಕೆ ಮನೆ ಇದೆ (312, 353, 666, 371)
ad-body: 1 BHK House for Rent at Kanakadasanagara, near Koutilya Circle, Mysore. (1127, 1522, 1340, 1560)
ad-body: ಮನೆಯ ಎಲ್ಲಾ ಕೆಲಸಗಳನ್ನು ಮಾಡಲು ತಿಳಿದಿರುವ ಮಹಿಳೆ ಬೇಕಾಗಿದ್ದಾರೆ. ವಯಸ್ಸು 30 ವರ್ಷ ಮೇಲ್ಪಟ್ಟು. ಊಟ ಮತ್ತು ವಸತಿ ಸೌಲಭ್ಯವಿರುತ್ತದೆ. (902, 372, 1103, 410)
page-label: ಪುಟ (66, 74, 83, 87)
ad-body: SNS ಚಿಟ್ಸ್ (ಕ) ಪ್ರೈ. 2001 ನೋಂದಾಯಿತ ಚಿಟ್ ಫಂಡ್ 1 ಲಕ್ಷದಿಂದ 25 ಲಕ್ಷದವರೆಗೆ ಚೀಟಿಗಳು ಲಭ್ಯವಿವೆ. (901, 661, 1104, 686)
ad-headline: ವರ ಬೇಕಾಗಿದೆ (1120, 1359, 1348, 1378)
ad-body: ಎನ್. ದೀಪಕ್ ಗೌಡ # 103, ರಾಮಾನುಜ ರಸ್ತೆ, ಮೈಸೂರು. (1776, 1309, 1983, 1321)
ad-phone: 9844185183, +918217565060 (1703, 898, 2057, 919)
classified-ad (62, 926, 305, 1065)
classified-ad (893, 639, 1112, 777)
ad-phone: 6360186755 (675, 1621, 886, 1638)
ad-headline: MONEY WORLD LOAN SERVICES (312, 1646, 666, 1664)
header-divider (62, 99, 1132, 102)
ad-contact-box (971, 105, 1132, 202)
ad-body: ಪ್ರತಿಷ್ಠಿತ ಗಾರ್ಮೆಂಟ್ ಕಂ ಫ್ಯಾಕ್ಟರಿಗೆ ಮತ್ತು ಸಮಕಾಲೀನ ಗಾರ್ಮೆಂಟ್ಸ್‌ಗಳ ಬೇಕಾಗಿದ್ದಾರೆ ಟೈಲರ್ಸ್: 13,700/- ವರೆಗೆ ESI, PF ಸೌಲಭ್ಯ (901, 804, 1105, 842)
banner-subtitle: ಪ್ರತಿ ಸೋಮವಾರ, ಗುರುವಾರ ಮತ್ತು ಶನಿವಾರ (66, 168, 624, 199)
ad-headline: HOUSE FOR SALE (312, 1071, 666, 1089)
ad-headline: ಮೈಸೂರು ಜ್ಯೋತಿಷ್ಯಂ (1120, 1646, 1348, 1665)
ad-phone: 8884304444 (1703, 1046, 2057, 1063)
ad-phone: ಸಂಪರ್ಕಿಸಿ: 9741825653 (1357, 471, 1694, 488)
ad-headline: FOR SALE (1120, 928, 1348, 946)
page-header (62, 62, 1132, 98)
classified-ad (1701, 351, 2059, 490)
ad-headline: ಹೋಟೆಲ್ ಮತ್ತು ಟೀ ಶಾಪ್ (1703, 209, 2057, 227)
ad-phone: 9980934921 (675, 759, 886, 775)
ad-phone: 9663555435 / 9663555413 (1120, 611, 1348, 632)
ad-phone: ಸಹಿ - (WASEEM PASHA) (63, 615, 303, 632)
ad-phone: Contact: 9448504820 (1120, 1621, 1348, 1638)
ad-phone: 8884176836/9844158566 (63, 1765, 303, 1782)
ad-headline: SLV GOLD FINANCE (675, 641, 886, 658)
ad-phone: 9880727819, 9620777819 (312, 1042, 666, 1063)
ad-headline: ಬೇಕಾಗಿದ್ದಾರೆ (675, 209, 886, 228)
ad-headline: ನೇರ ನೇಮಕಾತಿ (312, 1215, 666, 1234)
classified-ad (893, 1645, 1112, 1783)
ad-body: 30 X 40 ಭೂಮಿಕ ಲೇಔಟ್ ಇಲವಾಲ ಹತ್ತಿರ East Face (1419, 1236, 1632, 1249)
ad-body: ಶ್ರೀ ವಾಸವಿ ಕನ್ಸಲ್ಟೆನ್ಸಿ, ಮೈಸೂರು Since 1959 ಮನೆ ಸಾಲ, ಸೈಟ್ ಖರೀದಿ, ಮನೆ ಕಟ್ಟಲು ಸಾಲ ಸೌಲಭ್ಯ (68, 1666, 299, 1692)
ad-body: ದಪ್ಪನೆಯ Double ಹಾಸಿಗೆ 2 ದಿಂಬು ಸಹಿತ ಒಂದು ಬೆಡ್‌ಶೀಟ್ ಮತ್ತು 2 ದಿಂಬಿನ ಕವರ್ ಮತ್ತು ಒಂದು ಸೂಟ್‌ಕೇಸ್ ಉಚಿತ (913, 1092, 1093, 1130)
classified-ad (1701, 1070, 2059, 1208)
classified-ad (310, 782, 668, 921)
ad-headline: ವೃದ್ಧಾಶ್ರಮ (675, 497, 886, 515)
classified-ad (1118, 1070, 1350, 1208)
ad-body: ಪಂ. ಶ್ರೀ ಎಸ್. ಕುಮಾರಸ್ವಾಮಿ Mob: 98805 83804 ವಿದ್ಯೆ, ಉದ್ಯೋಗ, ವಿವಾಹ, ಸಂತಾನ, ವ್ಯಾಪಾರ ಸಮಸ್ಯೆಗಳಿಗೆ ಪರಿಹಾರ. B.N. ರಸ್ತೆ, ಮೈಸೂರು. (1132, 1667, 1336, 1705)
ad-headline: ಸುವರ್ಣ ಅವಕಾಶ (1703, 784, 2057, 803)
classified-ad (1118, 1501, 1350, 1640)
classified-ad (1355, 1214, 1696, 1352)
ad-headline: SDJ GOLD COMPANY (1703, 928, 2057, 946)
classified-ad (310, 1357, 668, 1496)
classified-ads-grid (62, 207, 2057, 1783)
ad-headline: ಮನೆ ಭೋಗ್ಯಕ್ಕಿದೆ (312, 209, 666, 228)
ad-headline: ಹೊಸ ಮನೆ ಮಾರಾಟಕ್ಕಿದೆ (63, 353, 303, 371)
ad-phone: 9901212321/8880883339 (675, 323, 886, 344)
ad-body: Office Staff: (Female) Basic computer knowledge Experienced Sales Executive For Home Loans Salary+Incentive (1717, 660, 2043, 685)
ad-body: ವಿನೂ ಅಂಗಡಿಯಲ್ಲಿ ಕೆಲಸ ಮಾಡಲು ಅನುಭವವುಳ್ಳ ಹುಡುಗರು ಬೇಕಾಗಿದ್ದಾರೆ. ಬಾಲಕೃಷ್ಣ ಪ್ರಾವಿಷನ್ ಸ್ಟೋರ್ ಕರ್ನಾಟಕ ಬ್ಯಾಂಕ್ ಹತ್ತಿರ, ನಜರ್‌ಬಾದ್, ಮೈಸೂರು (1361, 805, 1690, 830)
ad-phone: 7204774774 (895, 1042, 1110, 1063)
page-number: 10 (86, 65, 123, 96)
ad-headline: FOR RENT (1120, 1503, 1348, 1521)
ad-headline: SITE FOR SALE (312, 784, 666, 802)
ad-body: ಉಚಿತ 30 ದಿನ ತರಬೇತಿ ಮನೆಯಲ್ಲೇ ಅಣಬೆ ಬೆಳೆದು ತಿಂಗಳಿಗೆ 15,000 ರಿಂದ 20,000 ರೂ. ಸಂಪಾದಿಸಿ. ಖರೀದಿ ಖಾತರಿ. (1128, 518, 1339, 543)
ad-body: ಆಫ್‌ಸೆಟ್ ಪ್ರಿಂಟಿಂಗ್ ಪ್ರೆಸ್ ಮಷಿನ್ ಕೆಲಸ ಮಾಡಲು ಹುಡುಗರು ಮತ್ತು ಹುಡುಗಿಯರು ಬೇಕಾಗಿದ್ದಾರೆ. Wanted Boys & Girls for Offset Printing Press, Mysuru (322, 1522, 656, 1548)
